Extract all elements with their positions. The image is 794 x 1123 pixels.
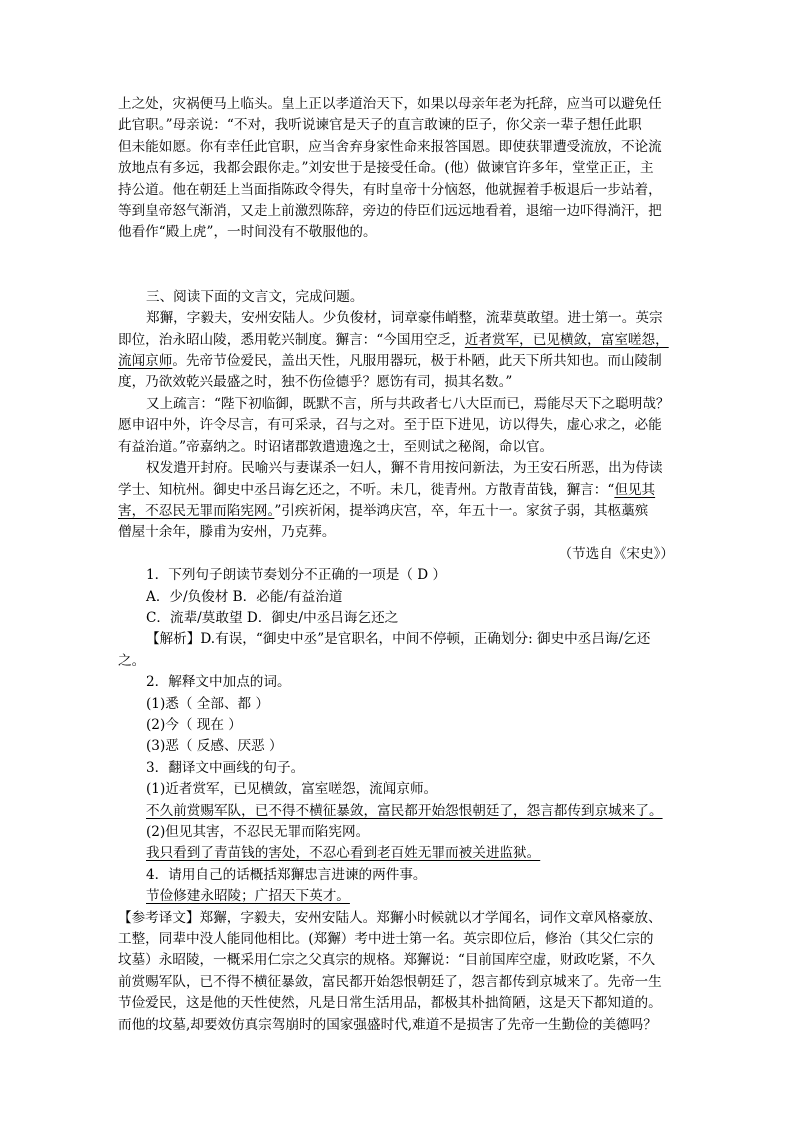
answer-item [118,886,678,907]
document-page [118,94,678,1036]
analysis [118,629,678,650]
text-line: 有益治道。”帝嘉纳之。时诏诸郡敦遣遗逸之士，至则试之秘阁，命以官。 [118,438,554,455]
text-line: 坟墓）永昭陵，一概采用仁宗之父真宗的规格。郑獬说：“目前国库空虚，财政吃紧，不久 [118,952,656,969]
text-line: 愿申诏中外，许令尽言，有可采录，召与之对。至于臣下进见，访以得失，虚心求之，必能 [118,417,662,434]
question-options: A．少/负俊材 B．必能/有益治道 [146,588,343,605]
analysis-text: D.有误，“御史中丞”是官职名，中间不停顿，正确划分: 御史中丞吕诲/乞还 [200,631,651,648]
text-line [118,330,678,351]
text-line: 工整，同辈中没人能同他相比。(郑獬）考中进士第一名。英宗即位后，修治（其父仁宗的 [118,931,654,948]
translation-answer-text: 不久前赏赐军队，已不得不横征暴敛，富民都开始怨恨朝廷了，怨言都传到京城来了。 [146,802,663,819]
translation-answer [118,801,678,822]
text-line: 放地点有多远，我都会跟你走。”刘安世于是接受任命。(他）做谏官许多年，堂堂正正，主 [118,160,654,177]
question-1 [118,565,678,672]
underlined-sentence: 近者赏军，已见横敛，富室嗟怨， [464,331,669,348]
text-line: 郑獬，字毅夫，安州安陆人。少负俊材，词章豪伟峭整，流辈莫敢望。进士第一。英宗 [146,310,663,327]
text-line [118,501,678,522]
text-line: 他看作“殿上虎”，一时间没有不敬服他的。 [118,224,377,241]
text-line: 此官职。”母亲说：“不对，我听说谏官是天子的直言敢谏的臣子，你父亲一辈子想任此职 [118,117,642,134]
question-2 [118,672,678,758]
answer-item: (2)今（ 现在 ） [146,716,242,733]
question-4 [118,865,678,908]
section-heading: 三、阅读下面的文言文，完成问题。 [146,288,364,305]
source-citation: （节选自《宋史》） [558,545,674,562]
sentence-to-translate: (2)但见其害，不忍民无罪而陷宪网。 [146,824,370,840]
text-line: 又上疏言：“陛下初临御，既默不言，所与共政者七八大臣而已，焉能尽天下之聪明哉？ [146,395,670,412]
spacer [118,244,678,287]
underlined-sentence: 但见其 [614,481,656,498]
text-segment: 即位，治永昭山陵，悉用乾兴制度。獬言：“今国用空乏， [118,331,465,348]
text-line: 持公道。他在朝廷上当面指陈政令得失，有时皇帝十分恼怒，他就握着手板退后一步站着， [118,181,662,198]
text-line: 但未能如愿。你有幸任此官职，应当舍弃身家性命来报答国恩。即使获罪遭受流放，不论流 [118,138,662,155]
analysis-label: 【解析】 [146,631,201,648]
question-stem: 1．下列句子朗读节奏划分不正确的一项是（ D ） [146,567,447,584]
text-line: 权发遣开封府。民喻兴与妻谋杀一妇人，獬不肯用按问新法，为王安石所恶，出为侍读 [146,460,663,477]
question-options: C．流辈/莫敢望 D．御史/中丞吕诲乞还之 [146,609,399,626]
text-segment: 学士、知杭州。御史中丞吕诲乞还之，不听。未几，徙青州。方散青苗钱，獬言：“ [118,481,615,498]
sentence-to-translate: (1)近者赏军，已见横敛，富室嗟怨，流闻京师。 [146,781,438,798]
text-line [118,908,678,929]
analysis-text: 之。 [118,652,146,669]
text-segment: 郑獬，字毅夫，安州安陆人。郑獬小时候就以才学闻名，词作文章风格豪放、 [199,909,662,926]
underlined-sentence: 害，不忍民无罪而陷宪网。 [118,502,275,519]
text-line [118,480,678,501]
translation-label: 【参考译文】 [118,909,200,926]
question-3 [118,758,678,865]
text-line: 节俭爱民，这是他的天性使然，凡是日常生活用品，都极其朴拙简陋，这是天下都知道的。 [118,995,662,1012]
question-stem: 3．翻译文中画线的句子。 [146,759,305,776]
reference-translation [118,908,678,1036]
translation-answer [118,843,678,864]
question-stem: 2．解释文中加点的词。 [146,674,291,691]
answer-item: (1)悉（ 全部、都 ） [146,695,270,712]
text-line [118,351,678,372]
underlined-sentence: 流闻京师 [118,353,173,370]
text-segment: 。先帝节俭爱民，盖出天性，凡服用器玩，极于朴陋，此天下所共知也。而山陵制 [172,353,662,370]
text-line: 上之处，灾祸便马上临头。皇上正以孝道治天下，如果以母亲年老为托辞，应当可以避免任 [118,96,662,112]
answer-text: 节俭修建永昭陵；广招天下英才。 [146,888,350,905]
answer-item: (3)恶（ 反感、厌恶 ） [146,738,283,755]
text-line: 度，乃欲效乾兴最盛之时，独不伤俭德乎？愿饬有司，损其名数。” [118,374,513,391]
text-line: 僧屋十余年，滕甫为安州，乃克葬。 [118,524,336,541]
text-line: 前赏赐军队，已不得不横征暴敛，富民都开始怨恨朝廷了，怨言都传到京城来了。先帝一生 [118,973,662,990]
question-stem: 4．请用自己的话概括郑獬忠言进谏的两件事。 [146,866,427,883]
text-line: 而他的坟墓,却要效仿真宗驾崩时的国家强盛时代,难道不是损害了先帝一生勤俭的美德吗？ [118,1016,657,1033]
top-passage [118,94,678,244]
translation-answer-text: 我只看到了青苗钱的害处，不忍心看到老百姓无罪而被关进监狱。 [146,845,541,862]
text-line: 等到皇帝怒气渐消，又走上前激烈陈辞，旁边的侍臣们远远地看着，退缩一边吓得淌汗，把 [118,203,662,220]
classical-passage [118,308,678,543]
text-segment: ”引疾祈闲，提举鸿庆宫，卒，年五十一。家贫子弱，其柩藁殡 [274,502,649,519]
